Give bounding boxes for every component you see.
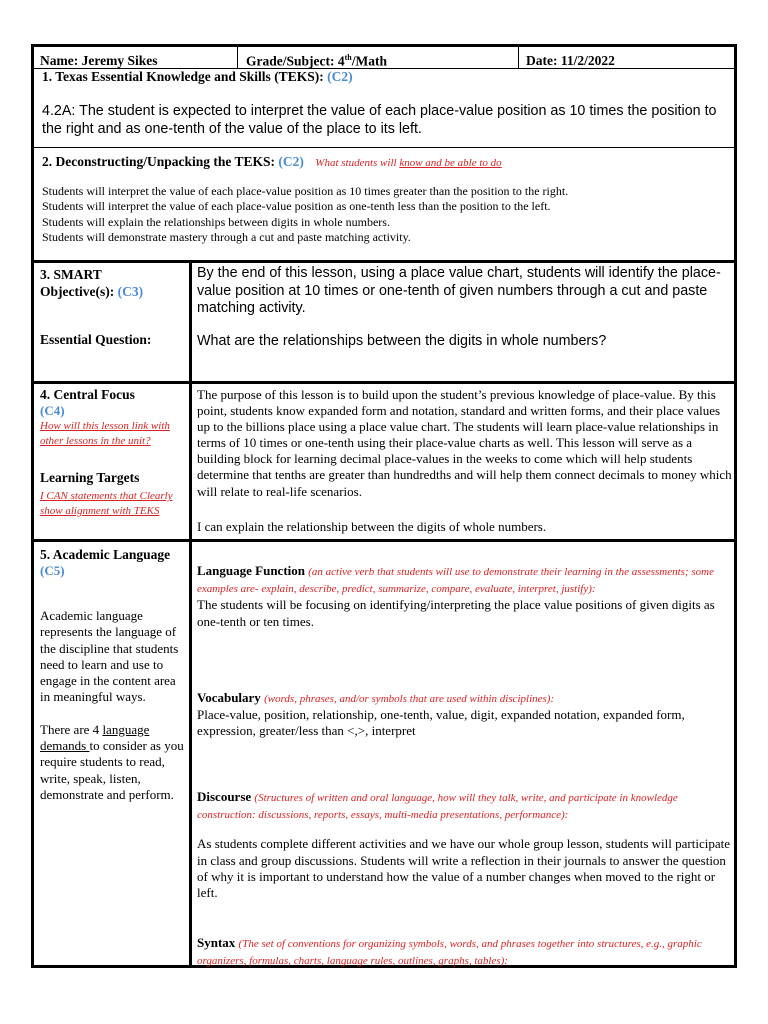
vocabulary-head <box>197 690 733 707</box>
divider <box>237 47 238 69</box>
divider <box>34 260 734 263</box>
learning-targets-label: Learning Targets <box>40 470 140 485</box>
discourse-body: As students complete different activities and we have our whole group lesson, students will participate in class and group discussions. Students will write a reflection in their journals to answer the question of why it is important to understand how the value of a number changes when moved to the right or left. <box>197 836 730 901</box>
teks-title-text: 1. Texas Essential Knowledge and Skills (TEKS): <box>42 69 328 84</box>
unpacking-note <box>315 157 501 169</box>
name-cell: Name: Jeremy Sikes <box>40 53 158 68</box>
grade-prefix: Grade/Subject: 4 <box>246 53 345 69</box>
unpacking-note-a: What students will <box>315 157 400 169</box>
grade-suffix: /Math <box>351 53 387 69</box>
smart-code: (C3) <box>117 284 144 299</box>
syntax <box>197 935 733 969</box>
lesson-plan-form <box>31 44 737 968</box>
divider <box>189 263 192 968</box>
demands-a: There are 4 <box>40 721 103 737</box>
unpacking-line: Students will interpret the value of each place-value position as 10 times greater than the position to the right. <box>42 184 569 198</box>
unpacking-title <box>42 154 502 170</box>
language-function-body: The students will be focusing on identifying/interpreting the place value positions of given digits as one-tenth or ten times. <box>197 597 715 629</box>
learning-targets-note: I CAN statements that Clearly show alignment with TEKS <box>40 490 173 517</box>
language-function-head <box>197 563 733 597</box>
essential-question-label: Essential Question: <box>40 332 152 347</box>
central-focus-note: How will this lesson link with other lessons in the unit? <box>40 420 170 447</box>
divider <box>34 147 734 148</box>
vocabulary-body: Place-value, position, relationship, one-tenth, value, digit, expanded notation, expanded form, expression, greater/less than <,>, interpret <box>197 707 685 739</box>
unpacking-list <box>42 184 732 245</box>
discourse-note: (Structures of written and oral language, how will they talk, write, and participate in knowledge construction: discussions, reports, essays, multi-media presentations, performance): <box>197 792 678 822</box>
smart-title-2-text: Objective(s): <box>40 284 118 299</box>
syntax-note: (The set of conventions for organizing symbols, words, and phrases together into structures, e.g., graphic organizers, formulas, charts, language rules, outlines, graphs, tables): <box>197 938 702 967</box>
academic-language-desc: Academic language represents the language of the discipline that students need to learn and use to engage in the content area in meaningful ways. <box>40 608 179 705</box>
learning-target-text: I can explain the relationship between the digits of whole numbers. <box>197 519 547 534</box>
vocabulary-note: (words, phrases, and/or symbols that are used within disciplines): <box>264 693 555 705</box>
smart-title-1: 3. SMART <box>40 267 102 282</box>
divider <box>518 47 519 69</box>
language-function <box>197 563 733 630</box>
demands-b: language demands <box>40 721 150 754</box>
central-focus-code: (C4) <box>40 403 65 418</box>
central-focus-left <box>40 387 180 519</box>
discourse <box>197 789 733 901</box>
demands-c: to consider as you require students to read, write, speak, listen, demonstrate and perform. <box>40 738 184 802</box>
unpacking-line: Students will explain the relationships between digits in whole numbers. <box>42 214 390 229</box>
smart-title <box>40 266 186 300</box>
vocabulary <box>197 690 733 740</box>
smart-objective: By the end of this lesson, using a place value chart, students will identify the place-value position at 10 times or one-tenth of given numbers through a cut and paste matching activity. <box>197 265 721 316</box>
academic-language-title: 5. Academic Language <box>40 547 171 562</box>
discourse-label: Discourse <box>197 789 255 804</box>
vocabulary-label: Vocabulary <box>197 690 265 705</box>
language-function-label: Language Function <box>197 563 309 578</box>
teks-code: (C2) <box>327 69 353 84</box>
language-demands <box>40 722 186 803</box>
academic-language-code: (C5) <box>40 563 65 578</box>
discourse-head <box>197 789 733 823</box>
syntax-label: Syntax <box>197 935 239 950</box>
central-focus-title: 4. Central Focus <box>40 387 135 402</box>
teks-title <box>42 69 353 85</box>
date-cell: Date: 11/2/2022 <box>526 53 615 68</box>
unpacking-code: (C2) <box>278 154 304 169</box>
teks-standard: 4.2A: The student is expected to interpret the value of each place-value position as 10 times the position to the right and as one-tenth of the value of the place to its left. <box>42 103 717 137</box>
unpacking-line: Students will interpret the value of each place-value position as one-tenth less than the position to the left. <box>42 199 551 214</box>
divider <box>34 381 734 384</box>
academic-language-left <box>40 547 186 803</box>
grade-sup: th <box>344 53 352 62</box>
divider <box>34 539 734 542</box>
smart-title-2 <box>40 283 186 300</box>
central-focus-text: The purpose of this lesson is to build upon the student’s previous knowledge of place-value. By this point, students know expanded form and notation, standard and written forms, and their place values up to the billions place using a place value chart. The students will learn place-value relationships in terms of 10 times or one-tenth using their place-value charts as well. This lesson will serve as a building block for learning decimal place-values in the weeks to come which will help students determine that tenths are greater than hundredths and will help them connect decimals to money which will relate to real-life scenarios. <box>197 387 732 499</box>
unpacking-title-text: 2. Deconstructing/Unpacking the TEKS: <box>42 154 279 169</box>
syntax-head <box>197 935 733 969</box>
language-function-note: (an active verb that students will use to demonstrate their learning in the assessments; some examples are- explain, describe, predict, summarize, compare, evaluate, interpret, justify): <box>197 566 714 596</box>
essential-question: What are the relationships between the digits in whole numbers? <box>197 333 607 349</box>
unpacking-line: Students will demonstrate mastery through a cut and paste matching activity. <box>42 229 411 244</box>
unpacking-note-b: know and be able to do <box>399 157 502 169</box>
